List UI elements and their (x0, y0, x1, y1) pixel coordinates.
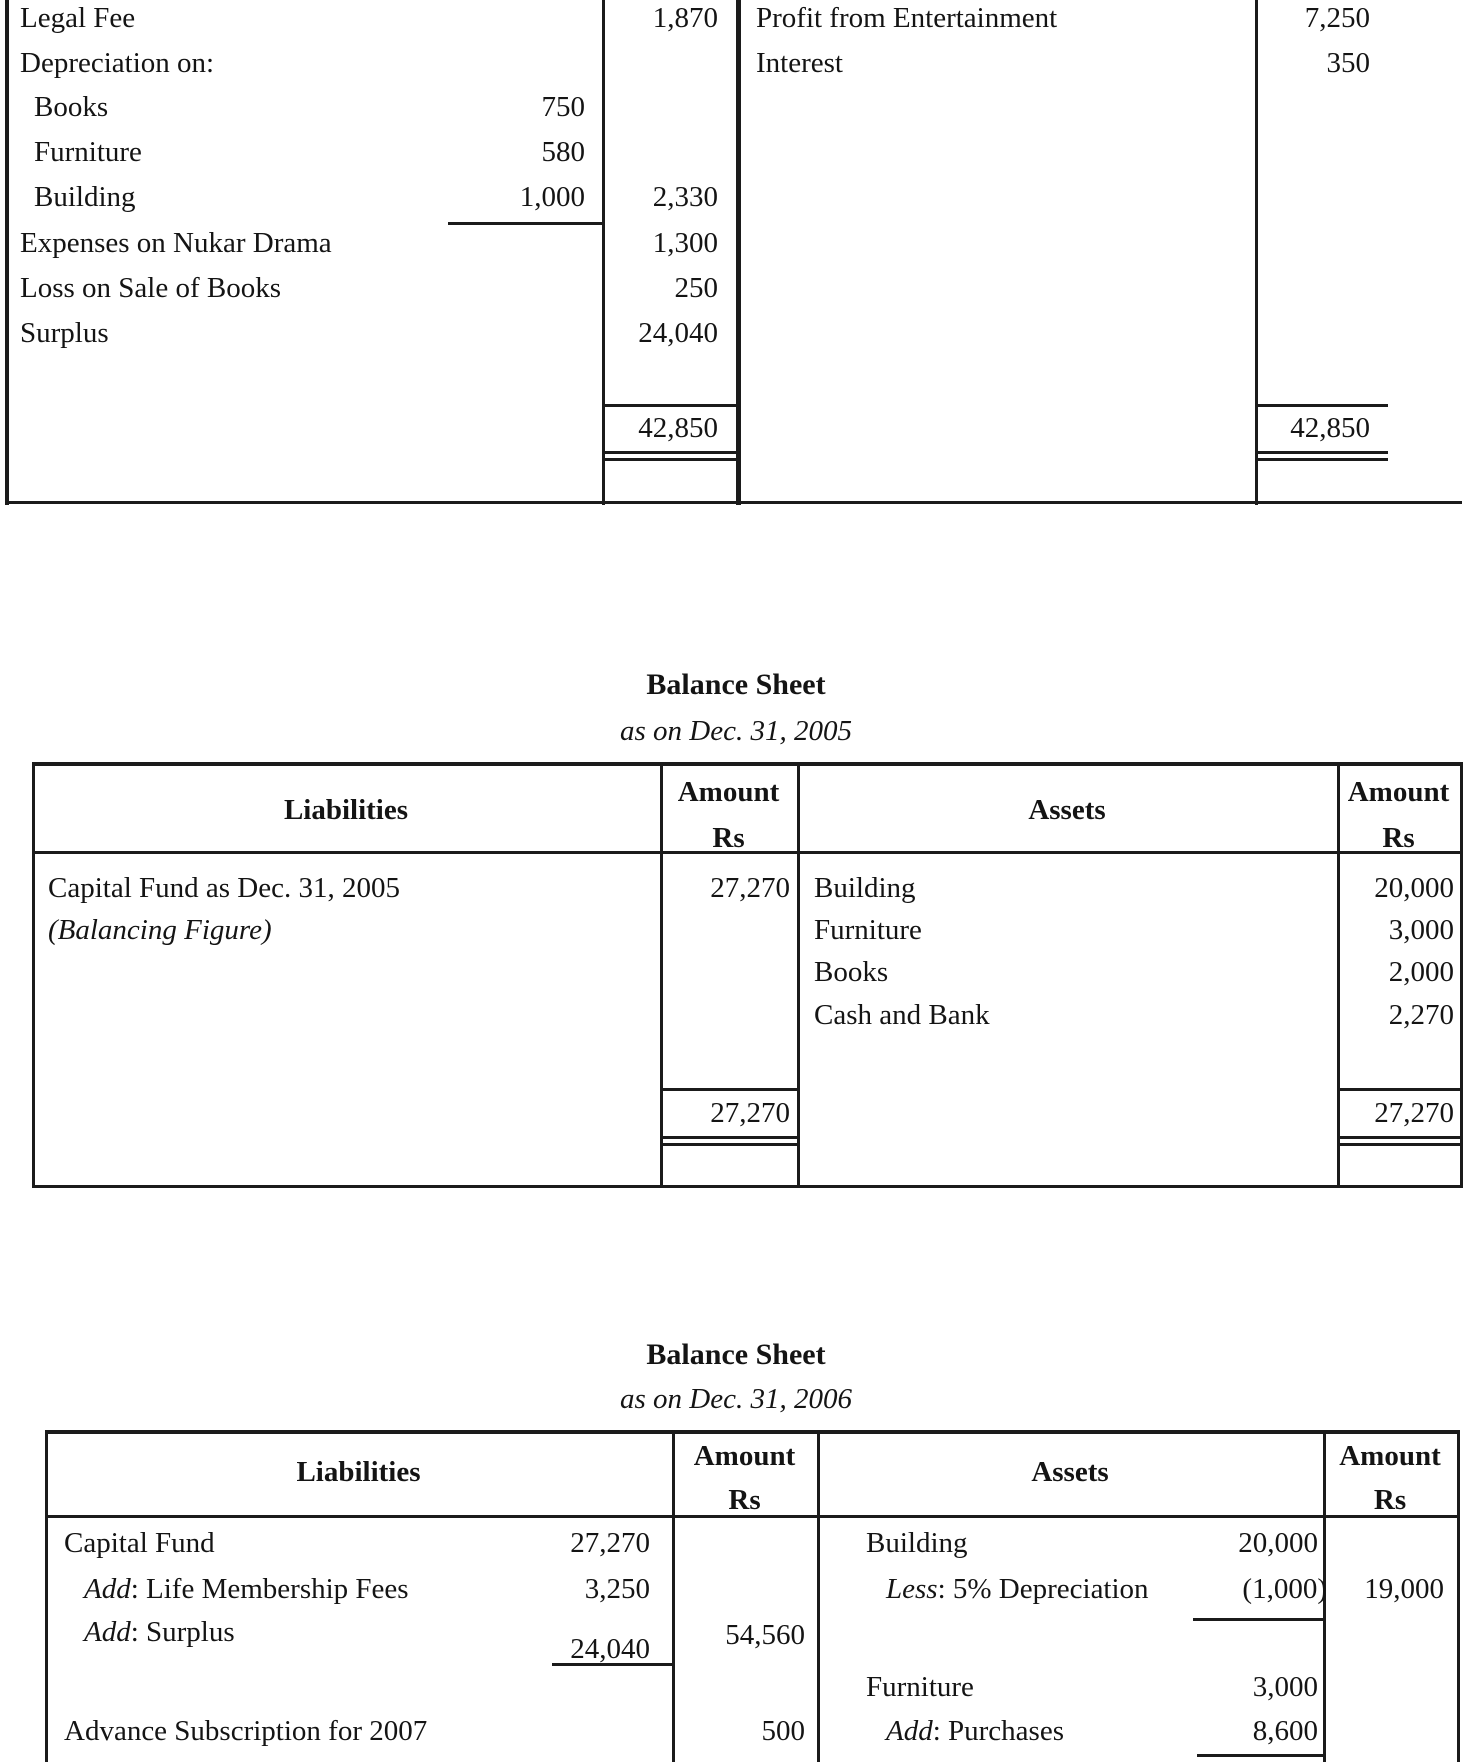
amount-column-line-left (672, 1430, 675, 1762)
expense-sublabel: Building (34, 181, 136, 213)
depreciation-subtotal-underline (1193, 1618, 1323, 1621)
asset-label-less-depreciation (886, 1572, 1149, 1606)
asset-sub-amount: 8,600 (1252, 1715, 1318, 1747)
purchases-subtotal-underline (1197, 1754, 1323, 1757)
table-border-bottom (32, 1185, 1463, 1188)
total-box-bottom-right (1255, 451, 1388, 454)
assets-total: 27,270 (1374, 1097, 1454, 1129)
liability-label-add-life-membership (84, 1572, 409, 1606)
liability-note: (Balancing Figure) (48, 914, 272, 946)
amount-column-line-left (602, 0, 605, 505)
total-box-top-left (602, 404, 741, 407)
page-subtitle: as on Dec. 31, 2005 (620, 715, 852, 747)
expense-label: Surplus (20, 317, 109, 349)
total-double-rule-left (602, 458, 741, 461)
column-header-amount-left: Amount (693, 1440, 796, 1472)
table-border-left (5, 0, 9, 505)
column-header-liabilities: Liabilities (296, 1456, 421, 1488)
expense-label: Legal Fee (20, 2, 136, 34)
expense-sublabel: Furniture (34, 136, 142, 168)
expense-amount: 2,330 (652, 181, 718, 213)
asset-amount: 19,000 (1364, 1573, 1444, 1605)
italic-prefix: Add (84, 1616, 131, 1648)
liability-amount: 27,270 (710, 872, 790, 904)
asset-label: Building (814, 872, 916, 904)
asset-label: Books (814, 956, 889, 988)
italic-prefix: Less (886, 1573, 938, 1605)
subtotal-underline (448, 222, 604, 225)
asset-label: Furniture (866, 1671, 974, 1703)
liability-sub-amount: 3,250 (584, 1573, 650, 1605)
table-border-bottom (5, 501, 1462, 504)
liability-label: Capital Fund as Dec. 31, 2005 (48, 872, 400, 904)
page-subtitle: as on Dec. 31, 2006 (620, 1383, 852, 1415)
expense-amount: 250 (674, 272, 718, 304)
liability-label-add-surplus (84, 1615, 235, 1649)
asset-amount: 2,000 (1388, 956, 1454, 988)
income-total: 42,850 (1290, 412, 1370, 444)
expense-total: 42,850 (638, 412, 718, 444)
total-box-bottom-left (660, 1136, 800, 1139)
income-amount: 7,250 (1304, 2, 1370, 34)
liability-amount: 54,560 (725, 1619, 805, 1651)
expense-sub-amount: 580 (541, 136, 585, 168)
income-amount: 350 (1326, 47, 1370, 79)
column-header-currency-left: Rs (728, 1484, 761, 1516)
table-border-right (1460, 762, 1463, 1188)
label-rest: : Surplus (130, 1616, 235, 1648)
column-header-assets: Assets (1031, 1456, 1109, 1488)
asset-amount: 20,000 (1374, 872, 1454, 904)
total-double-rule-right (1337, 1143, 1463, 1146)
column-header-currency-right: Rs (1373, 1484, 1407, 1516)
total-double-rule-right (1255, 458, 1388, 461)
column-header-currency-left: Rs (712, 822, 745, 854)
column-header-currency-right: Rs (1382, 822, 1415, 854)
expense-amount: 1,870 (652, 2, 718, 34)
expense-sublabel: Books (34, 91, 109, 123)
income-label: Profit from Entertainment (756, 2, 1058, 34)
label-rest: : Purchases (932, 1715, 1064, 1747)
income-label: Interest (756, 47, 843, 79)
total-box-top-right (1255, 404, 1388, 407)
column-header-liabilities: Liabilities (283, 794, 409, 826)
liabilities-total: 27,270 (710, 1097, 790, 1129)
total-box-top-left (660, 1088, 800, 1091)
expense-label: Loss on Sale of Books (20, 272, 281, 304)
column-header-amount-right: Amount (1339, 1440, 1441, 1472)
table-border-top (45, 1430, 1460, 1434)
expense-amount: 24,040 (638, 317, 718, 349)
table-border-right (1457, 1430, 1460, 1762)
total-box-top-right (1337, 1088, 1463, 1091)
asset-label-add-purchases (886, 1714, 1064, 1748)
asset-amount: 2,270 (1388, 999, 1454, 1031)
expense-sub-amount: 750 (541, 91, 585, 123)
expense-label: Depreciation on: (20, 47, 215, 79)
amount-column-line-right (1255, 0, 1258, 505)
asset-sub-amount: 3,000 (1252, 1671, 1318, 1703)
italic-prefix: Add (886, 1715, 933, 1747)
liability-sub-amount: 27,270 (570, 1527, 650, 1559)
expense-amount: 1,300 (652, 227, 718, 259)
table-border-top (32, 762, 1463, 766)
expense-label: Expenses on Nukar Drama (20, 227, 332, 259)
total-box-bottom-right (1337, 1136, 1463, 1139)
total-double-rule-left (660, 1143, 800, 1146)
column-header-amount-left: Amount (677, 776, 780, 808)
liability-sub-amount: 24,040 (570, 1633, 650, 1665)
label-rest: : 5% Depreciation (937, 1573, 1149, 1605)
column-header-amount-right: Amount (1347, 776, 1450, 808)
asset-label: Building (866, 1527, 968, 1559)
table-center-divider (736, 0, 741, 505)
asset-label: Furniture (814, 914, 922, 946)
asset-amount: 3,000 (1388, 914, 1454, 946)
italic-prefix: Add (84, 1573, 131, 1605)
label-rest: : Life Membership Fees (130, 1573, 409, 1605)
page-title: Balance Sheet (646, 1338, 826, 1371)
total-box-bottom-left (602, 451, 741, 454)
asset-sub-amount: (1,000) (1242, 1573, 1327, 1605)
asset-label: Cash and Bank (814, 999, 990, 1031)
expense-sub-amount: 1,000 (519, 181, 585, 213)
liability-label: Capital Fund (64, 1527, 215, 1559)
liability-label: Advance Subscription for 2007 (64, 1715, 428, 1747)
liability-amount: 500 (761, 1715, 805, 1747)
page-title: Balance Sheet (646, 668, 826, 701)
asset-sub-amount: 20,000 (1238, 1527, 1318, 1559)
column-header-assets: Assets (1028, 794, 1106, 826)
